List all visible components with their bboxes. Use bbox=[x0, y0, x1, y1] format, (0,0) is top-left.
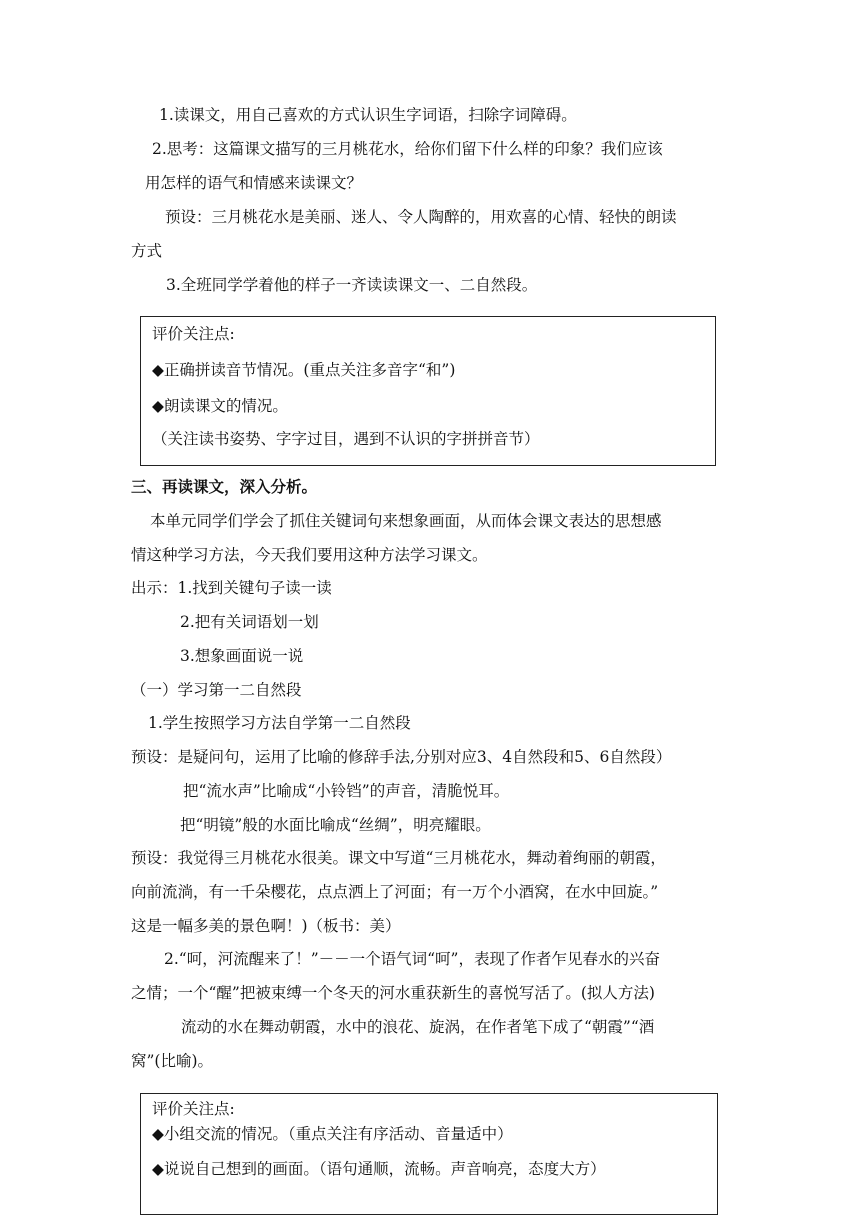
study-step-2-line: 之情；一个“醒”把被束缚一个冬天的河水重获新生的喜悦写活了。(拟人方法) bbox=[131, 984, 655, 1002]
preset-1: 预设：三月桃花水是美丽、迷人、令人陶醉的，用欢喜的心情、轻快的朗读 bbox=[165, 208, 677, 226]
study-step-2: 2.“呵，河流醒来了！”－－一个语气词“呵”，表现了作者乍见春水的兴奋 bbox=[164, 950, 660, 968]
preset-3-line: 向前流淌，有一千朵樱花，点点洒上了河面；有一万个小酒窝，在水中回旋。” bbox=[131, 883, 659, 901]
evaluation-item: ◆说说自己想到的画面。（语句通顺，流畅。声音响亮，态度大方） bbox=[152, 1160, 606, 1178]
preset-3: 预设：我觉得三月桃花水很美。课文中写道“三月桃花水，舞动着绚丽的朝霞， bbox=[131, 849, 666, 867]
evaluation-title: 评价关注点: bbox=[152, 325, 235, 343]
evaluation-box-2 bbox=[140, 1093, 718, 1215]
thinking-step-2: 2.思考：这篇课文描写的三月桃花水，给你们留下什么样的印象？我们应该 bbox=[152, 140, 663, 158]
preset-1-cont: 方式 bbox=[131, 242, 163, 260]
evaluation-item: ◆朗读课文的情况。 bbox=[152, 397, 288, 415]
evaluation-box-1 bbox=[140, 316, 716, 466]
study-step-1: 1.学生按照学习方法自学第一二自然段 bbox=[148, 714, 411, 732]
show-step-3: 3.想象画面说一说 bbox=[180, 647, 304, 665]
evaluation-title: 评价关注点: bbox=[152, 1100, 235, 1118]
preset-2-line: 把“流水声”比喻成“小铃铛”的声音，清脆悦耳。 bbox=[183, 782, 510, 800]
evaluation-item: ◆正确拼读音节情况。(重点关注多音字“和”) bbox=[152, 361, 456, 379]
show-step-1: 出示：1.找到关键句子读一读 bbox=[131, 579, 332, 597]
subsection-heading: （一）学习第一二自然段 bbox=[131, 681, 302, 699]
reading-step-3: 3.全班同学学着他的样子一齐读读课文一、二自然段。 bbox=[166, 276, 538, 294]
evaluation-item: ◆小组交流的情况。（重点关注有序活动、音量适中） bbox=[152, 1125, 513, 1143]
preset-2-line: 把“明镜”般的水面比喻成“丝绸”，明亮耀眼。 bbox=[180, 816, 491, 834]
evaluation-note: （关注读书姿势、字字过目，遇到不认识的字拼拼音节） bbox=[152, 430, 540, 448]
study-step-2-line: 窝”(比喻)。 bbox=[131, 1052, 214, 1070]
show-step-2: 2.把有关词语划一划 bbox=[180, 613, 319, 631]
preset-2: 预设：是疑问句，运用了比喻的修辞手法,分别对应3、4自然段和5、6自然段） bbox=[131, 748, 672, 766]
thinking-step-2-cont: 用怎样的语气和情感来读课文？ bbox=[145, 174, 363, 192]
section-heading: 三、再读课文，深入分析。 bbox=[131, 477, 318, 496]
reading-step-1: 1.读课文，用自己喜欢的方式认识生字词语，扫除字词障碍。 bbox=[159, 106, 577, 124]
paragraph: 本单元同学们学会了抓住关键词句来想象画面，从而体会课文表达的思想感 bbox=[150, 512, 662, 530]
preset-3-line: 这是一幅多美的景色啊！)（板书：美） bbox=[131, 917, 401, 935]
study-step-2-line: 流动的水在舞动朝霞，水中的浪花、旋涡，在作者笔下成了“朝霞”“酒 bbox=[181, 1018, 655, 1036]
paragraph: 情这种学习方法，今天我们要用这种方法学习课文。 bbox=[131, 546, 488, 564]
